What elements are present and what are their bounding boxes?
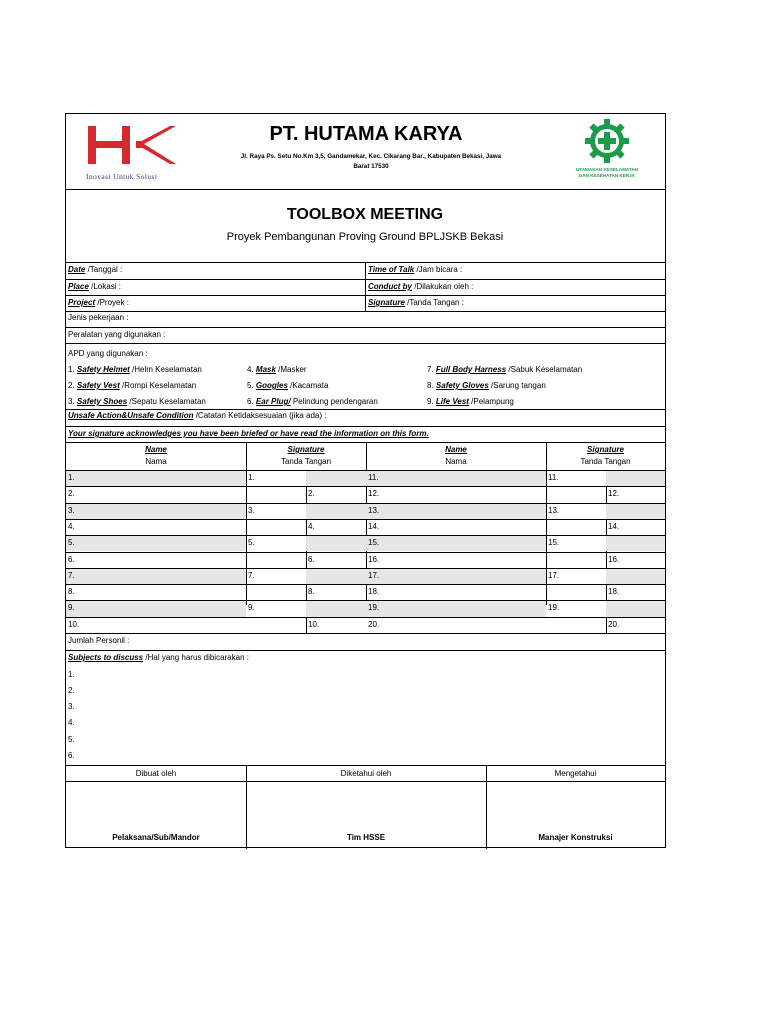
attendance-cell[interactable]: 1. [248,473,255,482]
address-line-1: Jl. Raya Ps. Setu No.Km 3,5, Gandamekar, Kec. Cikarang Bar., Kabupaten Bekasi, Jawa [240,153,502,160]
made-by-label: Dibuat oleh [135,769,177,778]
form-subtitle: Proyek Pembangunan Proving Ground BPLJSKB Bekasi [226,231,504,243]
attendance-cell[interactable]: 9. [68,603,75,613]
attendance-cell[interactable]: 10. [308,619,320,629]
attendance-cell[interactable]: 16. [368,554,380,564]
attendance-cell[interactable]: 13. [368,505,380,515]
ppe-item[interactable]: 2. Safety Vest /Rompi Keselamatan [68,381,197,390]
attendance-cell[interactable]: 14. [368,521,380,531]
attendance-cell[interactable]: 20. [368,619,380,629]
job-type-field[interactable]: Jenis pekerjaan : [68,313,129,322]
signature-header-left: Signature [287,445,325,454]
approved-by-label: Mengetahui [554,769,597,778]
attendance-cell[interactable]: 20. [608,619,620,629]
attendance-cell[interactable]: 4. [308,521,315,531]
project-field[interactable]: Project /Proyek : [68,298,129,307]
place-field[interactable]: Place /Lokasi : [68,282,121,291]
form-title: TOOLBOX MEETING [286,206,444,223]
attendance-cell[interactable]: 10. [68,619,80,629]
attendance-cell[interactable]: 8. [68,587,75,597]
hk-logo [86,124,178,179]
time-field[interactable]: Time of Talk /Jam bicara : [368,265,463,274]
subject-line[interactable]: 4. [68,718,75,727]
attendance-cell[interactable]: 8. [308,587,315,597]
subject-line[interactable]: 3. [68,702,75,711]
attendance-cell[interactable]: 3. [248,505,255,515]
hk-logo-tagline: Inovasi Untuk Solusi [86,172,158,181]
name-header-left: Name [145,445,167,454]
gear-cross-icon [584,118,630,164]
attendance-cell[interactable]: 15. [548,538,560,548]
address-line-2: Barat 17530 [353,163,389,170]
attendance-cell[interactable]: 19. [368,603,380,613]
signature-field[interactable]: Signature /Tanda Tangan : [368,298,464,307]
equipment-field[interactable]: Peralatan yang digunakan : [68,330,166,339]
apd-label: APD yang digunakan : [68,349,148,358]
ppe-item[interactable]: 3. Safety Shoes /Sepatu Keselamatan [68,397,206,406]
ppe-item[interactable]: 7. Full Body Harness /Sabuk Keselamatan [427,365,583,374]
attendance-cell[interactable]: 9. [248,603,255,613]
known-by-label: Diketahui oleh [340,769,392,778]
subjects-field[interactable]: Subjects to discuss /Hal yang harus dibicarakan : [68,653,249,662]
safety-logo [562,117,652,185]
attendance-cell[interactable]: 11. [368,473,379,482]
header-divider [66,189,665,190]
attendance-cell[interactable]: 1. [68,473,75,482]
attendance-cell[interactable]: 6. [308,554,315,564]
subject-line[interactable]: 5. [68,735,75,744]
made-by-signature-box[interactable]: Pelaksana/Sub/Mandor [112,833,200,842]
ppe-item[interactable]: 9. Life Vest /Pelampung [427,397,514,406]
name-header-right: Name [445,445,467,454]
ppe-item[interactable]: 1. Safety Helmet /Helm Keselamatan [68,365,202,374]
attendance-cell[interactable]: 19. [548,603,560,613]
company-name: PT. HUTAMA KARYA [269,123,463,145]
attendance-cell[interactable]: 5. [248,538,255,548]
attendance-cell[interactable]: 6. [68,554,75,564]
attendance-cell[interactable]: 3. [68,505,75,515]
attendance-cell[interactable]: 11. [548,473,559,482]
attendance-cell[interactable]: 4. [68,521,75,531]
name-header-right-id: Nama [445,457,467,466]
date-field[interactable]: Date /Tanggal : [68,265,123,274]
name-header-left-id: Nama [145,457,167,466]
attendance-cell[interactable]: 18. [368,587,380,597]
personnel-count-field[interactable]: Jumlah Personil : [68,636,130,645]
approved-by-signature-box[interactable]: Manajer Konstruksi [538,833,613,842]
ppe-item[interactable]: 8. Safety Gloves /Sarung tangan [427,381,546,390]
company-address [216,152,526,172]
attendance-cell[interactable]: 2. [308,489,315,499]
ppe-item[interactable]: 4. Mask /Masker [247,365,307,374]
attendance-cell[interactable]: 17. [368,570,380,580]
subject-line[interactable]: 6. [68,751,75,760]
toolbox-meeting-form [65,113,666,848]
attendance-cell[interactable]: 12. [368,489,380,499]
conduct-field[interactable]: Conduct by /Dilakukan oleh : [368,282,474,291]
known-by-signature-box[interactable]: Tim HSSE [346,833,386,842]
subject-line[interactable]: 1. [68,670,75,679]
attendance-cell[interactable]: 18. [608,587,620,597]
safety-logo-text: UTAMAKAN KESELAMATAN DAN KESEHATAN KERJA [575,167,638,178]
ppe-item[interactable]: 5. Googles /Kacamata [247,381,329,390]
attendance-cell[interactable]: 15. [368,538,380,548]
signature-header-right-id: Tanda Tangan [580,457,631,466]
unsafe-field[interactable]: Unsafe Action&Unsafe Condition /Catatan Ketidaksesuaian (jika ada) : [68,411,327,420]
acknowledge-note: Your signature acknowledges you have been briefed or have read the information on this form. [68,429,429,438]
ppe-item[interactable]: 6. Ear Plug/ Pelindung pendengaran [247,397,378,406]
subject-line[interactable]: 2. [68,686,75,695]
attendance-cell[interactable]: 13. [548,505,560,515]
signature-header-left-id: Tanda Tangan [280,457,332,466]
attendance-cell[interactable]: 16. [608,554,620,564]
signature-header-right: Signature [587,445,624,454]
attendance-cell[interactable]: 12. [608,489,620,499]
attendance-cell[interactable]: 5. [68,538,75,548]
attendance-cell[interactable]: 2. [68,489,75,499]
attendance-cell[interactable]: 7. [248,570,255,580]
attendance-cell[interactable]: 17. [548,570,560,580]
attendance-cell[interactable]: 7. [68,570,75,580]
attendance-cell[interactable]: 14. [608,521,620,531]
